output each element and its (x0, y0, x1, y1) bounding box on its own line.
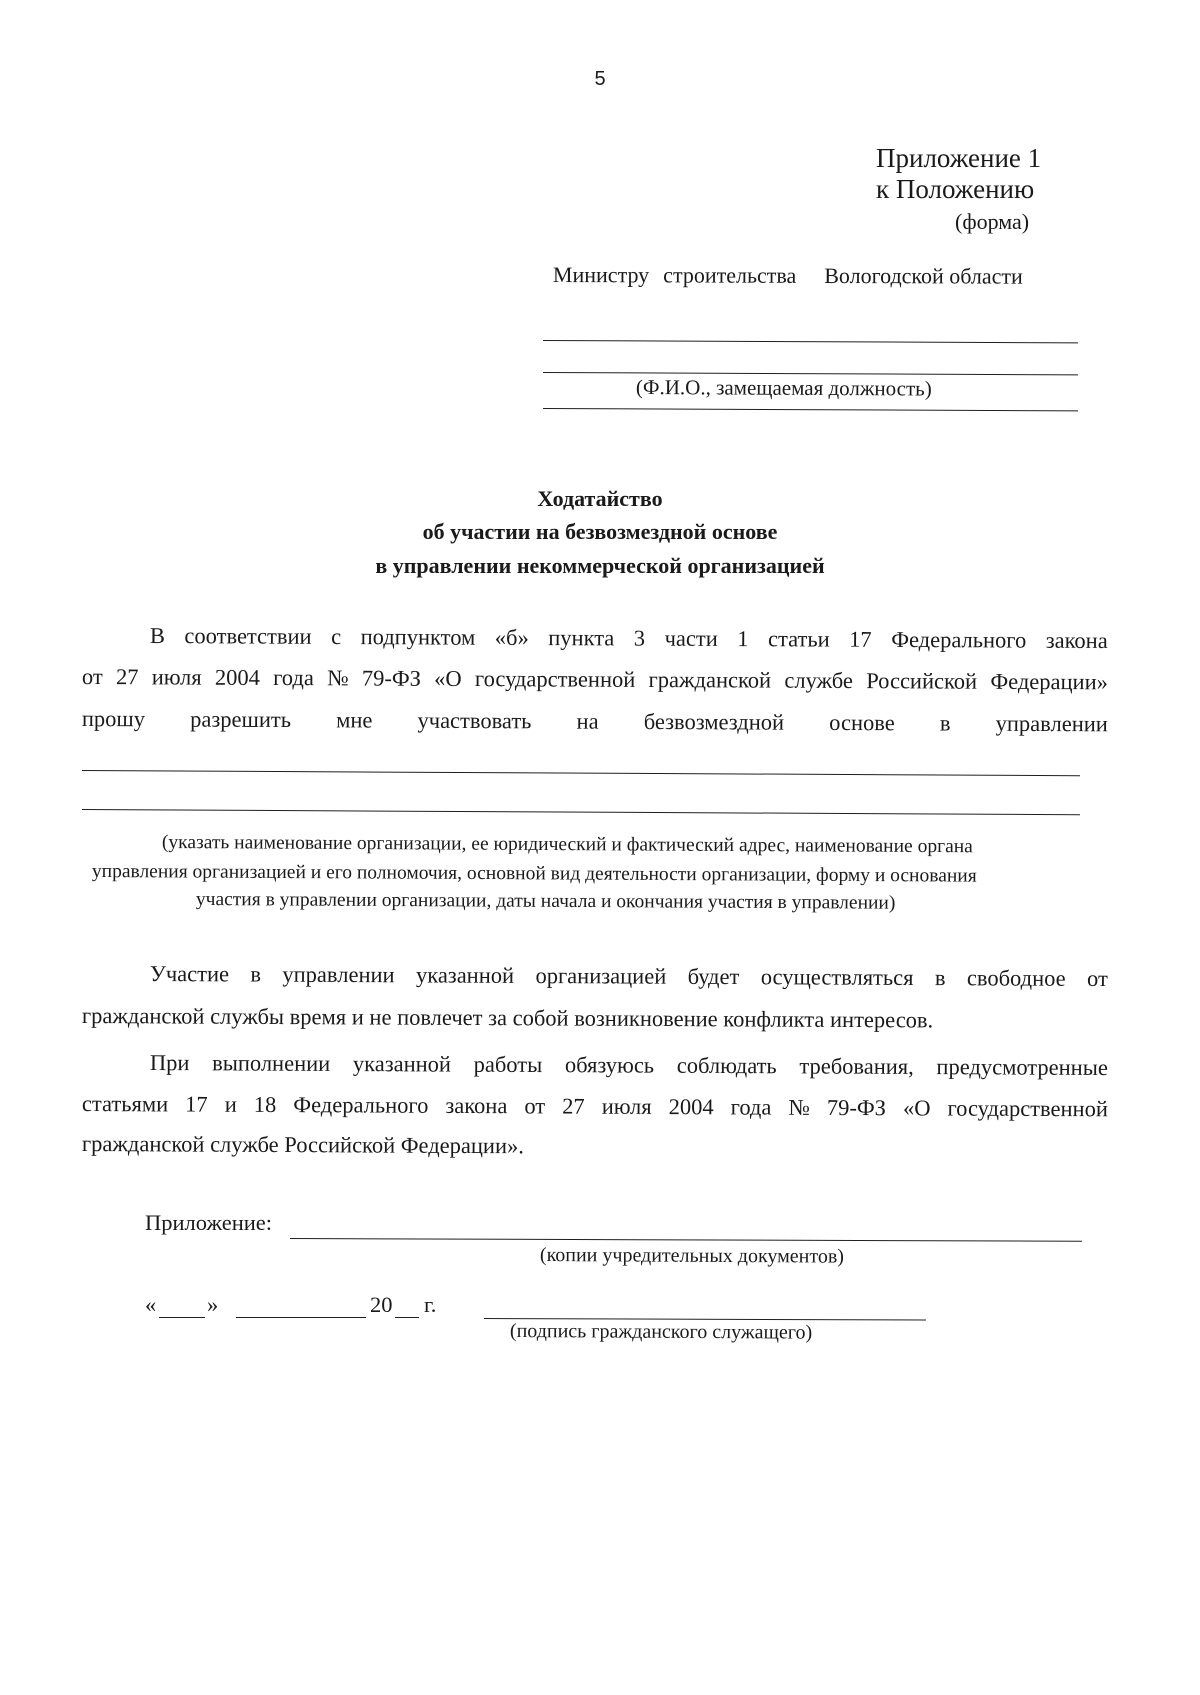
paragraph-1-line-1 (150, 623, 1108, 654)
word: гражданской (648, 666, 772, 693)
paragraph-3-line-1 (150, 1050, 1108, 1081)
word: основе (829, 709, 895, 736)
word: требования, (799, 1053, 914, 1079)
date-open-quote: « (145, 1292, 157, 1317)
word: участвовать (417, 707, 532, 734)
word: в (250, 961, 262, 987)
attachment-caption: (копии учредительных документов) (539, 1244, 845, 1268)
word: «О (434, 665, 462, 691)
word: закона (1045, 627, 1108, 654)
word: В (149, 623, 166, 649)
fio-blank-line (543, 340, 1078, 343)
word: работы (473, 1051, 543, 1078)
fio-caption: (Ф.И.О., замещаемая должность) (635, 375, 932, 401)
word: от (81, 664, 103, 690)
date-close-quote: » (207, 1292, 219, 1317)
word: 17 (185, 1091, 208, 1117)
document-subtitle: в управлении некоммерческой организацией (375, 553, 825, 578)
word: с (331, 623, 342, 650)
addressee-line (553, 262, 1023, 290)
word: предусмотренные (936, 1054, 1108, 1081)
word: 79-ФЗ (361, 665, 421, 691)
word: государственной (474, 666, 636, 692)
organization-note-line: участия в управлении организации, даты начала и окончания участия в управлении) (195, 889, 896, 914)
word: на (576, 708, 599, 734)
word: 18 (253, 1091, 277, 1118)
word: указанной (415, 962, 515, 988)
word: в (934, 965, 946, 991)
word: № (327, 665, 349, 691)
addressee-word: Вологодской области (824, 262, 1023, 289)
date-year-prefix: 20 (370, 1292, 393, 1317)
word: закона (445, 1092, 508, 1119)
word: мне (336, 707, 373, 733)
position-blank-line (543, 372, 1078, 375)
attachment-blank-line (290, 1238, 1082, 1242)
word: службе (784, 667, 854, 694)
word: государственной (947, 1095, 1108, 1122)
word: Федерального (293, 1092, 429, 1118)
date-day-blank (159, 1317, 205, 1318)
word: Российской (866, 668, 978, 694)
fio-caption-underline (543, 408, 1078, 411)
word: организацией (535, 963, 667, 989)
annex-title: Приложение 1 (876, 143, 1042, 173)
word: июля (601, 1093, 652, 1119)
page-number: 5 (594, 68, 606, 90)
word: 17 (849, 626, 872, 652)
word: Федерального (891, 626, 1027, 653)
word: года (730, 1094, 772, 1120)
paragraph-1-line-2 (82, 664, 1108, 695)
date-month-blank (236, 1317, 366, 1318)
document-title: Ходатайство (537, 486, 663, 511)
word: 2004 (214, 664, 260, 690)
word: 27 (562, 1093, 585, 1119)
date-year-blank (395, 1317, 419, 1318)
word: осуществляться (760, 964, 914, 990)
word: года (273, 665, 314, 691)
addressee-word: Министру (552, 262, 650, 288)
word: статьи (768, 626, 830, 652)
word: «б» (494, 624, 529, 650)
organization-note-line: (указать наименование организации, ее юридический и фактический адрес, наименование органа (161, 832, 973, 858)
word: 27 (115, 664, 139, 690)
paragraph-3-line-3: гражданской службе Российской Федерации». (81, 1131, 525, 1159)
addressee-word: строительства (663, 262, 797, 288)
word: 2004 (668, 1094, 714, 1120)
organization-blank-line (82, 770, 1080, 776)
word: прошу (81, 706, 146, 732)
word: При (149, 1050, 190, 1076)
word: будет (687, 963, 740, 990)
date-year-suffix: г. (424, 1292, 437, 1317)
word: статьями (81, 1091, 169, 1117)
organization-blank-line (82, 809, 1080, 815)
word: пункта (548, 625, 615, 651)
word: указанной (352, 1051, 452, 1077)
word: выполнении (212, 1050, 331, 1076)
organization-note-line: управления организацией и его полномочия, основной вид деятельности организации, форму и основания (91, 861, 977, 887)
paragraph-3-line-2 (82, 1091, 1108, 1122)
word: Участие (149, 961, 230, 987)
word: Федерации» (990, 668, 1108, 695)
word: разрешить (190, 706, 292, 733)
word: в (939, 710, 951, 736)
word: подпунктом (360, 624, 476, 650)
attachment-label: Приложение: (145, 1210, 273, 1235)
word: управлении (995, 710, 1108, 737)
word: части (664, 625, 718, 651)
word: соблюдать (676, 1052, 777, 1079)
word: «О (902, 1095, 931, 1121)
word: 3 (633, 625, 646, 651)
word: управлении (282, 961, 395, 988)
word: безвозмездной (643, 708, 785, 735)
word: 1 (737, 626, 749, 652)
annex-reference: к Положению (876, 174, 1035, 204)
word: от (1087, 965, 1108, 992)
word: обязуюсь (564, 1052, 655, 1078)
word: июля (151, 664, 202, 690)
document-subtitle: об участии на безвозмездной основе (422, 519, 778, 544)
word: и (224, 1091, 237, 1117)
paragraph-2-line-2: гражданской службы время и не повлечет за собой возникновение конфликта интересов. (81, 1003, 934, 1033)
word: 79-ФЗ (826, 1094, 887, 1121)
paragraph-1-line-3 (82, 706, 1108, 737)
word: свободное (966, 965, 1066, 991)
word: соответствии (184, 623, 312, 649)
signature-caption: (подпись гражданского служащего) (509, 1320, 813, 1344)
paragraph-2-line-1 (150, 961, 1108, 992)
word: № (788, 1094, 810, 1120)
annex-form-label: (форма) (955, 209, 1030, 234)
word: от (524, 1093, 546, 1119)
